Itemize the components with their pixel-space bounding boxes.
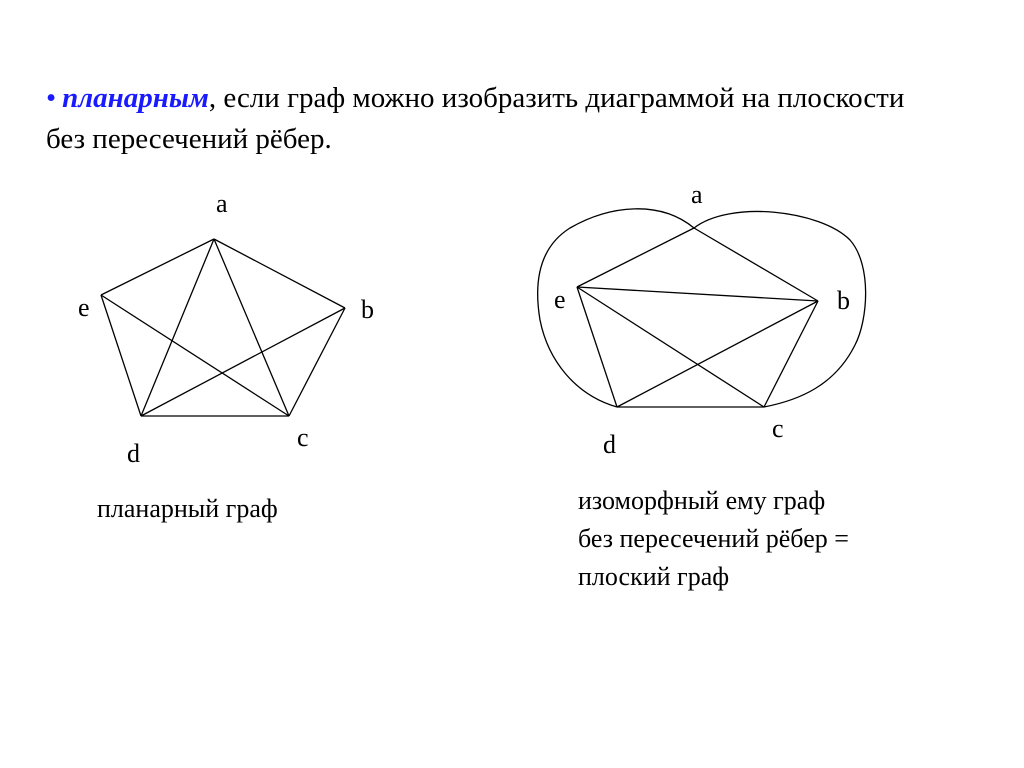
right-caption-line-2: без пересечений рёбер = xyxy=(578,524,849,553)
left-graph xyxy=(78,189,374,468)
left-graph-caption: планарный граф xyxy=(97,494,278,523)
left-edge-b-d xyxy=(141,308,345,416)
left-vertex-e: e xyxy=(78,293,90,322)
left-vertex-b: b xyxy=(361,295,374,324)
bullet-marker: • xyxy=(46,82,57,114)
right-edge-a-b xyxy=(694,228,818,301)
right-graph-caption xyxy=(578,482,849,596)
right-graph xyxy=(538,180,866,459)
definition-rest: , если граф можно изобразить диаграммой на плоскости без пересечений рёбер. xyxy=(46,82,905,155)
definition-term: планарным xyxy=(62,82,209,114)
right-edge-e-c xyxy=(577,287,764,407)
left-edge-a-c xyxy=(214,239,289,416)
right-caption-line-3: плоский граф xyxy=(578,562,730,591)
right-edge-e-a xyxy=(577,228,694,287)
left-edge-b-c xyxy=(289,308,345,416)
right-edge-b-d xyxy=(617,301,818,407)
right-caption-line-1: изоморфный ему граф xyxy=(578,486,826,515)
right-vertex-b: b xyxy=(837,286,850,315)
right-edge-d-e xyxy=(577,287,617,407)
left-edge-a-b xyxy=(214,239,345,308)
left-edge-e-c xyxy=(101,295,289,416)
right-vertex-d: d xyxy=(603,430,616,459)
right-edge-e-b xyxy=(577,287,818,301)
right-vertex-c: c xyxy=(772,414,784,443)
right-vertex-a: a xyxy=(691,180,703,209)
right-vertex-e: e xyxy=(554,285,566,314)
left-vertex-a: a xyxy=(216,189,228,218)
left-edge-d-e xyxy=(101,295,141,416)
left-vertex-c: c xyxy=(297,423,309,452)
left-vertex-d: d xyxy=(127,439,140,468)
left-edge-e-a xyxy=(101,239,214,295)
